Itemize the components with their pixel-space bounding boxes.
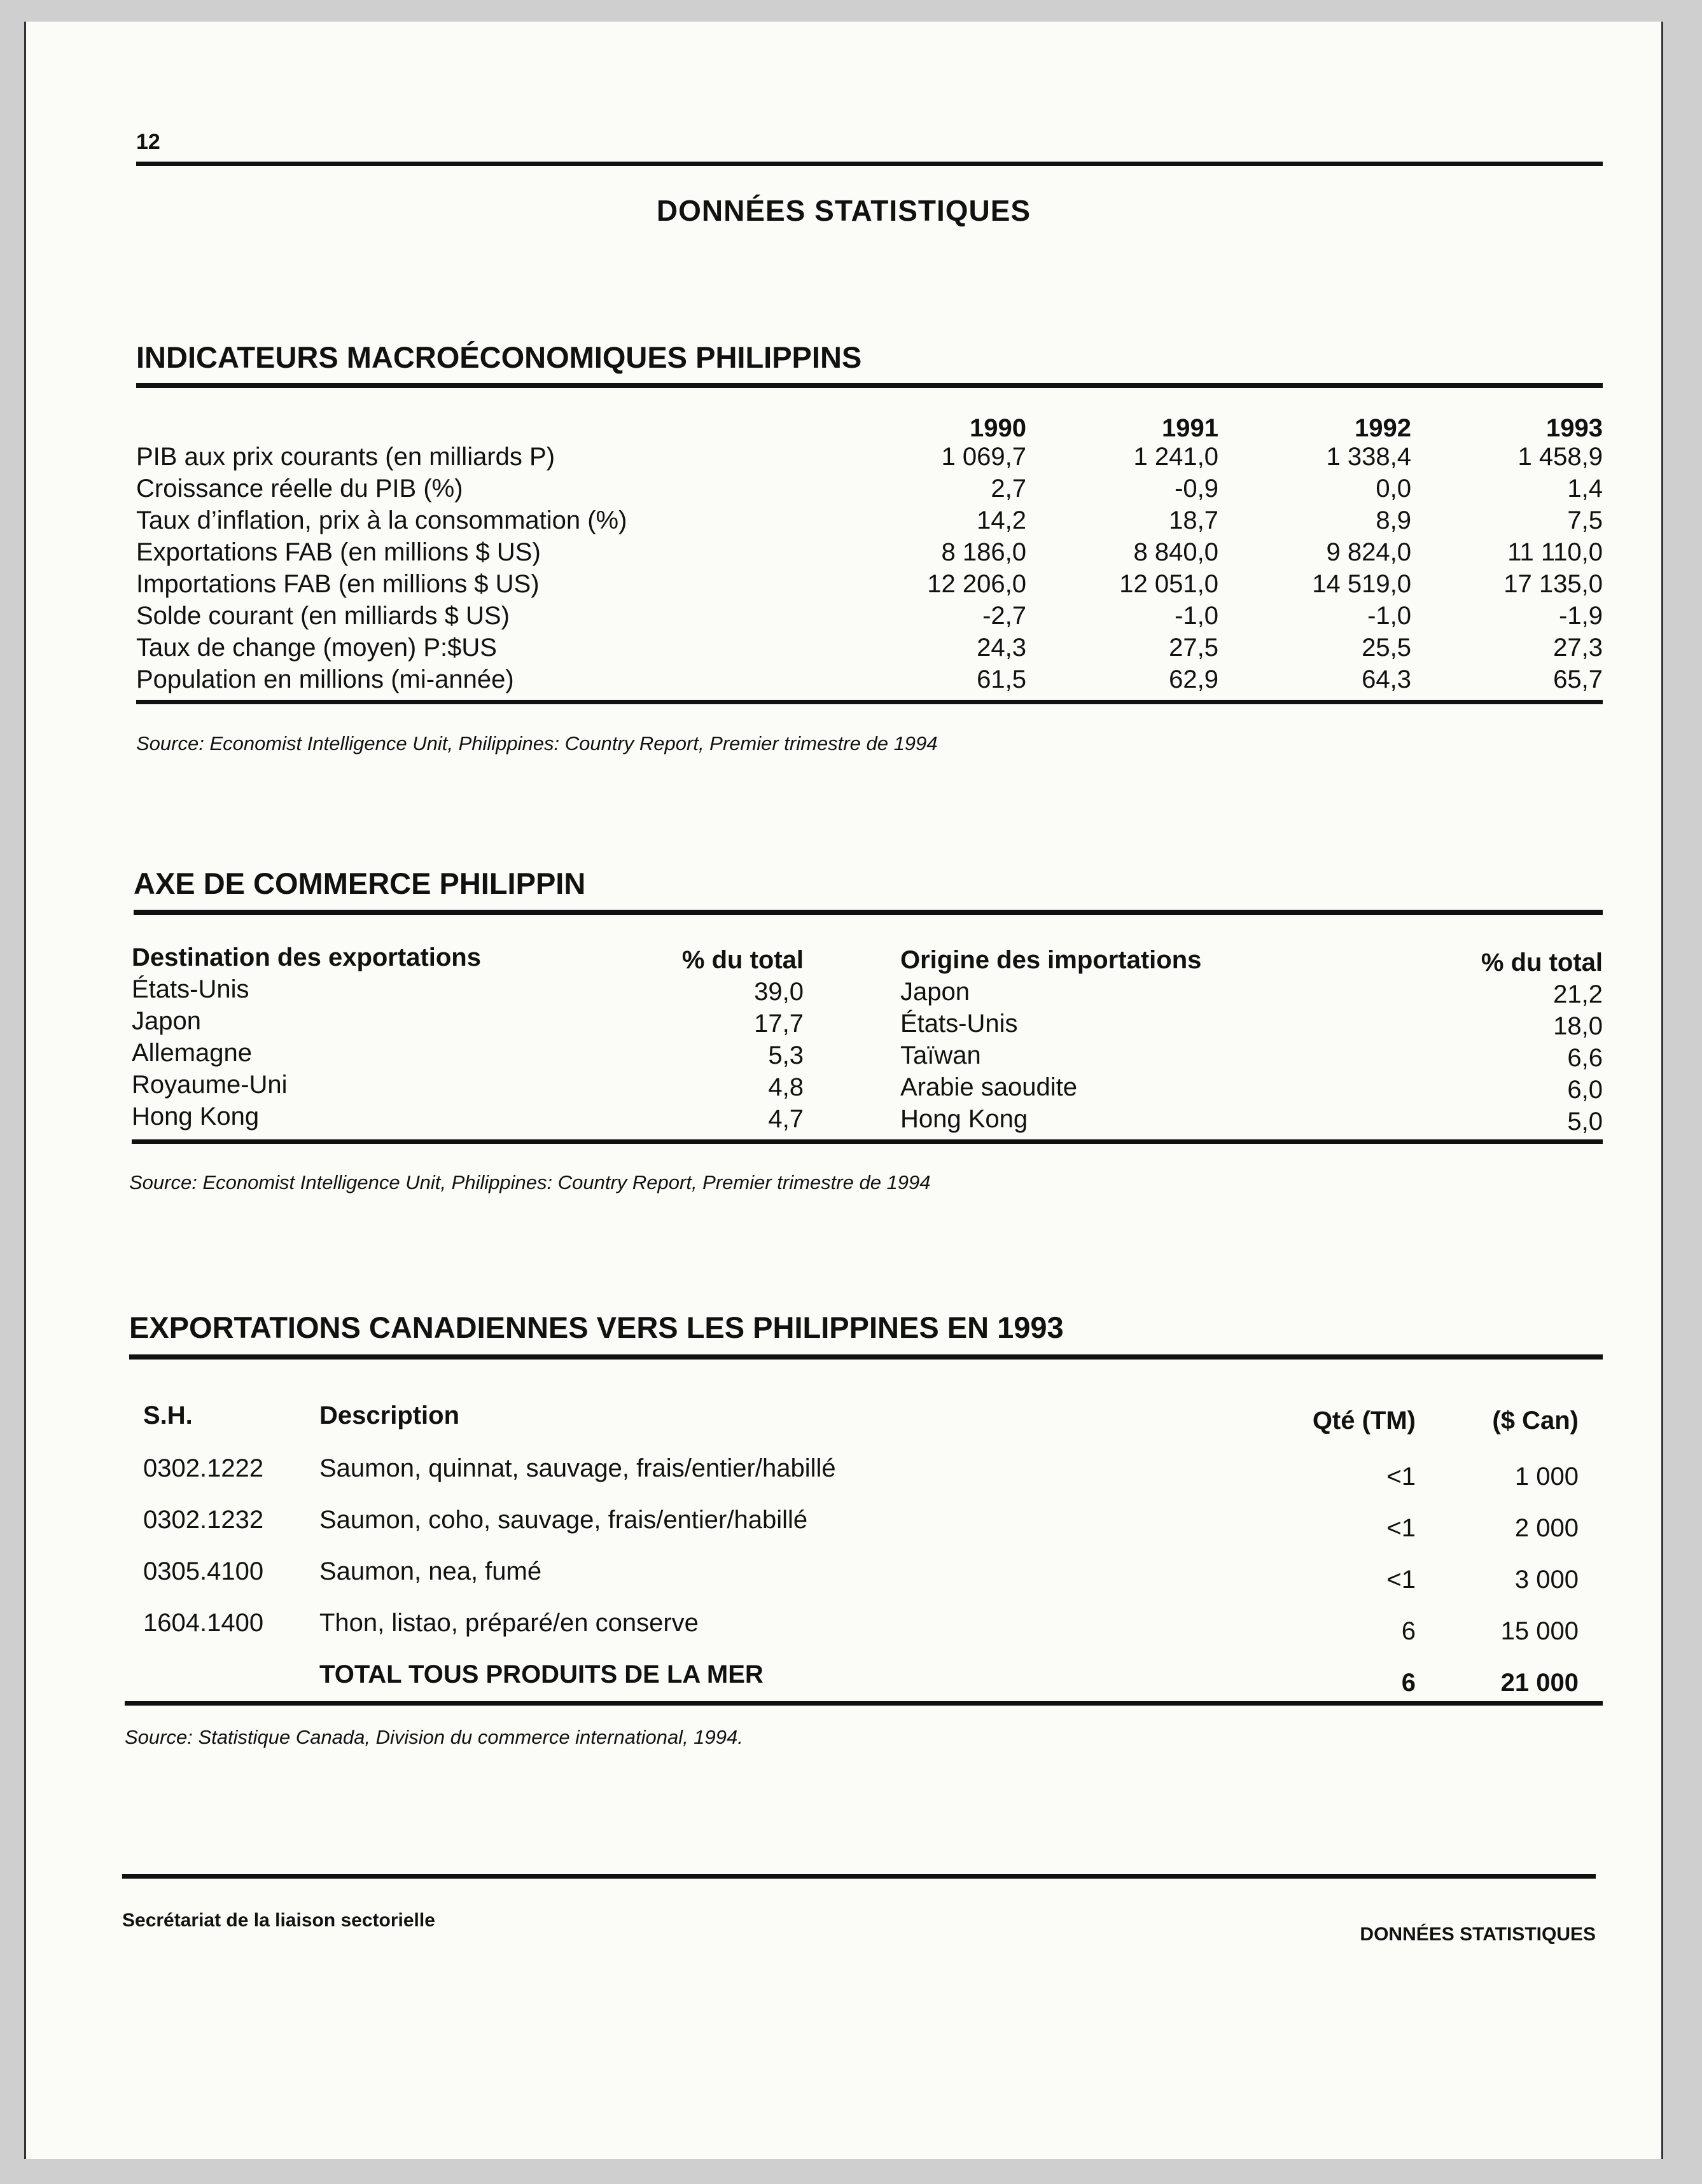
row-label: Taux de change (moyen) P:$US: [136, 634, 497, 662]
description: Saumon, quinnat, sauvage, frais/entier/habillé: [319, 1454, 836, 1482]
exports-header: Destination des exportations: [132, 943, 481, 971]
cell-value: 1 458,9: [1517, 443, 1603, 471]
cell-value: 11 110,0: [1507, 538, 1603, 566]
export-pct: 39,0: [754, 978, 804, 1006]
cell-value: 12 206,0: [927, 570, 1026, 598]
footer-left: Secrétariat de la liaison sectorielle: [122, 1910, 435, 1931]
col-header-qty: Qté (TM): [1312, 1407, 1416, 1435]
export-pct: 4,8: [768, 1073, 804, 1101]
cell-value: 14 519,0: [1312, 570, 1411, 598]
cell-value: 2,7: [991, 475, 1026, 503]
footer-right: DONNÉES STATISTIQUES: [1360, 1924, 1596, 1945]
import-pct: 18,0: [1553, 1012, 1603, 1040]
year-header: 1991: [1162, 414, 1218, 442]
cell-value: -2,7: [982, 602, 1026, 630]
row-label: Population en millions (mi-année): [136, 665, 514, 693]
quantity: 6: [1401, 1617, 1416, 1645]
sh-code: 0305.4100: [143, 1557, 264, 1585]
export-country: Royaume-Uni: [132, 1071, 288, 1099]
export-country: États-Unis: [132, 975, 249, 1003]
imports-header: Origine des importations: [900, 946, 1202, 974]
col-header-value: ($ Can): [1492, 1407, 1579, 1435]
cell-value: -1,0: [1367, 602, 1411, 630]
row-label: Importations FAB (en millions $ US): [136, 570, 540, 598]
total-value: 21 000: [1500, 1669, 1579, 1697]
cell-value: 14,2: [977, 506, 1026, 534]
year-header: 1993: [1546, 414, 1603, 442]
total-quantity: 6: [1401, 1669, 1416, 1697]
cell-value: 1,4: [1567, 475, 1603, 503]
col-header-description: Description: [319, 1402, 460, 1429]
import-country: Taïwan: [900, 1041, 981, 1069]
value: 3 000: [1514, 1566, 1579, 1594]
cell-value: 27,5: [1169, 634, 1218, 662]
quantity: <1: [1386, 1514, 1416, 1542]
cell-value: 25,5: [1362, 634, 1411, 662]
header-rule: [136, 162, 1603, 166]
cell-value: 1 338,4: [1326, 443, 1411, 471]
cell-value: 12 051,0: [1119, 570, 1218, 598]
cell-value: 64,3: [1362, 665, 1411, 693]
import-pct: 6,6: [1567, 1044, 1603, 1072]
cell-value: 27,3: [1553, 634, 1603, 662]
quantity: <1: [1386, 1463, 1416, 1491]
export-pct: 5,3: [768, 1041, 804, 1069]
quantity: <1: [1386, 1566, 1416, 1594]
value: 1 000: [1514, 1463, 1579, 1491]
section-rule: [129, 1354, 1603, 1360]
year-header: 1990: [970, 414, 1026, 442]
section-title-canadian-exports: EXPORTATIONS CANADIENNES VERS LES PHILIPPINES EN 1993: [129, 1311, 1064, 1344]
description: Saumon, nea, fumé: [319, 1557, 542, 1585]
source-note: Source: Economist Intelligence Unit, Philippines: Country Report, Premier trimestre de 1994: [129, 1171, 931, 1193]
section-rule: [136, 383, 1603, 388]
value: 15 000: [1500, 1617, 1579, 1645]
row-label: Taux d’inflation, prix à la consommation (%): [136, 506, 627, 534]
source-note: Source: Economist Intelligence Unit, Philippines: Country Report, Premier trimestre de 1994: [136, 732, 938, 755]
cell-value: 8 840,0: [1133, 538, 1218, 566]
year-header: 1992: [1355, 414, 1411, 442]
export-pct: 17,7: [754, 1010, 804, 1038]
cell-value: 18,7: [1169, 506, 1218, 534]
col-header-sh: S.H.: [143, 1402, 193, 1429]
table-bottom-rule: [132, 1139, 1603, 1144]
sh-code: 0302.1222: [143, 1454, 264, 1482]
footer-rule: [122, 1874, 1596, 1879]
cell-value: -0,9: [1175, 475, 1218, 503]
document-page: [24, 22, 1663, 2159]
section-title-trade: AXE DE COMMERCE PHILIPPIN: [134, 866, 586, 900]
cell-value: 17 135,0: [1503, 570, 1603, 598]
row-label: Solde courant (en milliards $ US): [136, 602, 510, 630]
export-country: Hong Kong: [132, 1102, 260, 1130]
export-country: Japon: [132, 1007, 201, 1035]
row-label: PIB aux prix courants (en milliards P): [136, 443, 555, 471]
import-country: Hong Kong: [900, 1105, 1028, 1133]
total-label: TOTAL TOUS PRODUITS DE LA MER: [319, 1660, 764, 1688]
import-country: Arabie saoudite: [900, 1073, 1077, 1101]
sh-code: 1604.1400: [143, 1609, 264, 1637]
export-pct: 4,7: [768, 1105, 804, 1133]
cell-value: 1 069,7: [941, 443, 1026, 471]
section-rule: [134, 910, 1603, 915]
cell-value: 62,9: [1169, 665, 1218, 693]
import-pct: 6,0: [1567, 1076, 1603, 1104]
import-country: États-Unis: [900, 1010, 1018, 1038]
imports-pct-header: % du total: [1481, 949, 1603, 977]
cell-value: 9 824,0: [1326, 538, 1411, 566]
export-country: Allemagne: [132, 1039, 253, 1067]
source-note: Source: Statistique Canada, Division du commerce international, 1994.: [125, 1726, 743, 1748]
description: Thon, listao, préparé/en conserve: [319, 1609, 699, 1637]
cell-value: -1,9: [1559, 602, 1603, 630]
import-pct: 5,0: [1567, 1108, 1603, 1136]
cell-value: 61,5: [977, 665, 1026, 693]
cell-value: 65,7: [1553, 665, 1603, 693]
cell-value: -1,0: [1175, 602, 1218, 630]
cell-value: 0,0: [1376, 475, 1411, 503]
value: 2 000: [1514, 1514, 1579, 1542]
table-bottom-rule: [136, 700, 1603, 704]
table-bottom-rule: [125, 1701, 1603, 1706]
cell-value: 8,9: [1376, 506, 1411, 534]
row-label: Croissance réelle du PIB (%): [136, 475, 463, 503]
exports-pct-header: % du total: [681, 946, 804, 974]
page-title: DONNÉES STATISTIQUES: [656, 194, 1031, 227]
cell-value: 24,3: [977, 634, 1026, 662]
import-pct: 21,2: [1553, 980, 1603, 1008]
section-title-macro: INDICATEURS MACROÉCONOMIQUES PHILIPPINS: [136, 340, 862, 374]
cell-value: 7,5: [1567, 506, 1603, 534]
row-label: Exportations FAB (en millions $ US): [136, 538, 541, 566]
cell-value: 1 241,0: [1133, 443, 1218, 471]
cell-value: 8 186,0: [941, 538, 1026, 566]
page-number: 12: [136, 130, 160, 154]
description: Saumon, coho, sauvage, frais/entier/habillé: [319, 1506, 808, 1534]
import-country: Japon: [900, 978, 970, 1006]
sh-code: 0302.1232: [143, 1506, 264, 1534]
